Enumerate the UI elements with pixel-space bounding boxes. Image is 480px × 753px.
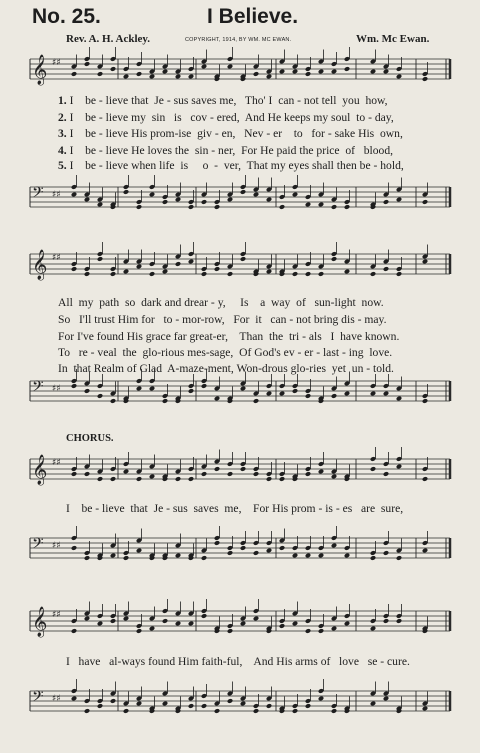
svg-text:𝄞: 𝄞 (32, 55, 48, 85)
svg-text:♯♯: ♯♯ (52, 190, 61, 200)
verse-4-line: 4. I be - lieve He loves the sin - ner, For He paid the price of blood, (58, 144, 394, 157)
music-staff-treble-3 (30, 455, 450, 485)
staff-drawing (30, 607, 450, 637)
staff-drawing (30, 184, 450, 210)
verse-2-line: 2. I be - lieve my sin is cov - ered, And He keeps my soul to - day, (58, 111, 394, 124)
music-staff-bass-2 (30, 378, 450, 404)
staff-drawing (30, 455, 450, 485)
music-staff-bass-4 (30, 688, 450, 714)
svg-text:𝄢: 𝄢 (32, 378, 44, 399)
svg-text:♯♯: ♯♯ (52, 610, 61, 620)
svg-text:𝄢: 𝄢 (32, 184, 44, 205)
verse-3-line-2: For I've found His grace far great-er, Than the tri - als I have known. (58, 330, 400, 343)
copyright-notice: COPYRIGHT, 1914, BY WM. MC EWAN. (185, 37, 292, 43)
svg-text:♯♯: ♯♯ (52, 541, 61, 551)
svg-text:♯♯: ♯♯ (52, 458, 61, 468)
music-staff-treble-2 (30, 250, 450, 280)
verse-1-line: 1. I be - lieve that Je - sus saves me, Tho' I can - not tell you how, (58, 94, 388, 107)
music-staff-treble-1 (30, 55, 450, 85)
svg-text:♯♯: ♯♯ (52, 384, 61, 394)
svg-text:♯♯: ♯♯ (52, 58, 61, 68)
verse-5-line: 5. I be - lieve when life is o - ver, That my eyes shall then be - hold, (58, 159, 404, 172)
chorus-line-1: I be - lieve that Je - sus saves me, For His prom - is - es are sure, (66, 502, 404, 515)
staff-drawing (30, 378, 450, 404)
svg-text:𝄢: 𝄢 (32, 535, 44, 556)
staff-drawing (30, 535, 450, 561)
svg-text:𝄞: 𝄞 (32, 455, 48, 485)
svg-text:𝄢: 𝄢 (32, 688, 44, 709)
chorus-label: CHORUS. (66, 433, 114, 444)
staff-drawing (30, 250, 450, 280)
staff-drawing (30, 688, 450, 714)
verse-3-line: 3. I be - lieve His prom-ise giv - en, Nev - er to for - sake His own, (58, 127, 403, 140)
verse-1-line-2: All my path so dark and drear - y, Is a way of sun-light now. (58, 296, 384, 309)
chorus-line-2: I have al-ways found Him faith-ful, And His arms of love se - cure. (66, 655, 410, 668)
author-credit: Rev. A. H. Ackley. (66, 33, 151, 45)
svg-text:𝄞: 𝄞 (32, 607, 48, 637)
music-staff-treble-4 (30, 607, 450, 637)
staff-drawing (30, 55, 450, 85)
svg-text:♯♯: ♯♯ (52, 253, 61, 263)
svg-text:𝄞: 𝄞 (32, 250, 48, 280)
svg-text:♯♯: ♯♯ (52, 694, 61, 704)
music-staff-bass-3 (30, 535, 450, 561)
music-staff-bass-1 (30, 184, 450, 210)
hymn-title: I Believe. (207, 5, 299, 28)
verse-4-line-2: To re - veal the glo-rious mes-sage, Of God's ev - er - last - ing love. (58, 346, 393, 359)
hymn-number: No. 25. (32, 5, 101, 28)
composer-credit: Wm. Mc Ewan. (356, 33, 430, 45)
verse-2-line-2: So I'll trust Him for to - mor-row, For it can - not bring dis - may. (58, 313, 387, 326)
verse-5-line-2: In that Realm of Glad A-maze-ment, Won-drous glo-ries yet un - told. (58, 362, 394, 375)
